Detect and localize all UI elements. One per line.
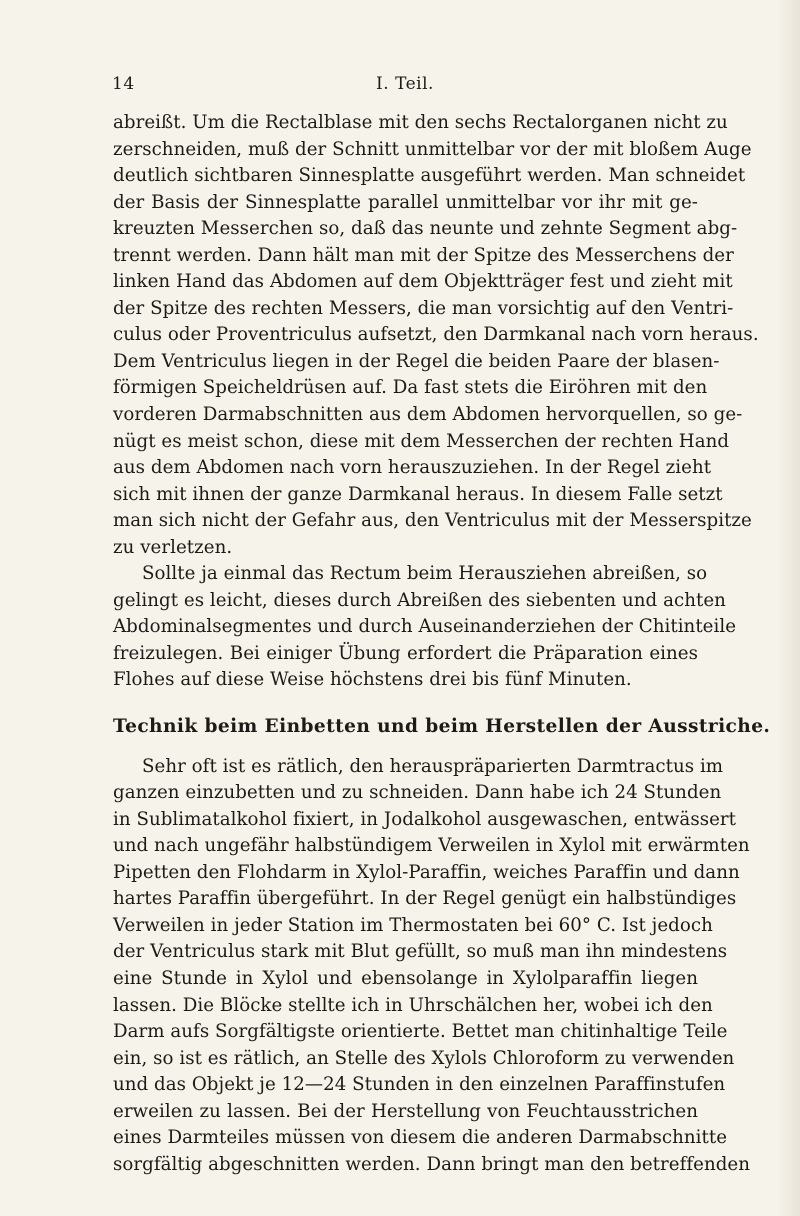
- text-line: sich mit ihnen der ganze Darmkanal heraus. In diesem Falle setzt: [113, 483, 723, 505]
- text-line: linken Hand das Abdomen auf dem Objektträger fest und zieht mit: [113, 271, 733, 293]
- page-number: 14: [112, 74, 135, 94]
- text-line: kreuzten Messerchen so, daß das neunte und zehnte Segment abg-: [113, 218, 738, 240]
- text-line: abreißt. Um die Rectalblase mit den sechs Rectalorganen nicht zu: [113, 112, 728, 133]
- text-line: der Spitze des rechten Messers, die man vorsichtig auf den Ventri-: [113, 297, 734, 319]
- text-line: aus dem Abdomen nach vorn herauszuziehen. In der Regel zieht: [113, 457, 712, 479]
- text-line: erweilen zu lassen. Bei der Herstellung von Feuchtausstrichen: [113, 1100, 698, 1122]
- text-line: Dem Ventriculus liegen in der Regel die beiden Paare der blasen-: [113, 350, 720, 372]
- text-line: ein, so ist es rätlich, an Stelle des Xylols Chloroform zu verwenden: [113, 1047, 735, 1069]
- text-line: Flohes auf diese Weise höchstens drei bis fünf Minuten.: [113, 669, 632, 691]
- text-line: gelingt es leicht, dieses durch Abreißen des siebenten und achten: [113, 589, 726, 611]
- text-line: lassen. Die Blöcke stellte ich in Uhrschälchen her, wobei ich den: [113, 994, 713, 1016]
- text-line: der Basis der Sinnesplatte parallel unmittelbar vor ihr mit ge-: [113, 191, 698, 213]
- text-line: Sollte ja einmal das Rectum beim Herausziehen abreißen, so: [142, 563, 708, 585]
- text-line: trennt werden. Dann hält man mit der Spitze des Messerchens der: [113, 244, 734, 266]
- text-line: vorderen Darmabschnitten aus dem Abdomen hervorquellen, so ge-: [113, 404, 743, 426]
- paragraph-2: [113, 561, 737, 694]
- section-heading: Technik beim Einbetten und beim Herstellen der Ausstriche.: [113, 716, 771, 738]
- text-line: zu verletzen.: [113, 536, 233, 558]
- text-line: Sehr oft ist es rätlich, den herauspräparierten Darmtractus im: [142, 755, 724, 777]
- part-label: I. Teil.: [376, 74, 434, 94]
- text-line: eine Stunde in Xylol und ebensolange in Xylolparaffin liegen: [113, 967, 698, 989]
- paragraph-3: [113, 754, 750, 1179]
- text-line: Abdominalsegmentes und durch Auseinanderziehen der Chitinteile: [113, 616, 737, 638]
- paragraph-1: [113, 110, 759, 561]
- text-line: nügt es meist schon, diese mit dem Messerchen der rechten Hand: [113, 430, 730, 452]
- text-line: hartes Paraffin übergeführt. In der Regel genügt ein halbstündiges: [113, 888, 737, 910]
- page-edge-shadow: [778, 0, 800, 1216]
- text-line: zerschneiden, muß der Schnitt unmittelbar vor der mit bloßem Auge: [113, 138, 752, 160]
- text-line: und nach ungefähr halbstündigem Verweilen in Xylol mit erwärmten: [113, 835, 750, 857]
- text-line: der Ventriculus stark mit Blut gefüllt, so muß man ihn mindestens: [113, 941, 728, 963]
- running-head: [112, 74, 698, 98]
- text-line: culus oder Proventriculus aufsetzt, den Darmkanal nach vorn heraus.: [113, 324, 759, 346]
- text-line: ganzen einzubetten und zu schneiden. Dann habe ich 24 Stunden: [113, 782, 722, 804]
- text-line: eines Darmteiles müssen von diesem die anderen Darmabschnitte: [113, 1127, 728, 1149]
- text-line: Darm aufs Sorgfältigste orientierte. Bettet man chitinhaltige Teile: [113, 1021, 728, 1043]
- body-text: [113, 110, 771, 1178]
- text-line: Pipetten den Flohdarm in Xylol-Paraffin, weiches Paraffin und dann: [113, 861, 740, 883]
- text-line: förmigen Speicheldrüsen auf. Da fast stets die Eiröhren mit den: [113, 377, 708, 399]
- text-line: Verweilen in jeder Station im Thermostaten bei 60° C. Ist jedoch: [113, 914, 713, 936]
- text-line: deutlich sichtbaren Sinnesplatte ausgeführt werden. Man schneidet: [113, 165, 746, 187]
- text-line: freizulegen. Bei einiger Übung erfordert die Präparation eines: [113, 642, 698, 664]
- text-line: in Sublimatalkohol fixiert, in Jodalkohol ausgewaschen, entwässert: [113, 808, 736, 830]
- text-line: man sich nicht der Gefahr aus, den Ventriculus mit der Messerspitze: [113, 510, 752, 532]
- text-line: und das Objekt je 12—24 Stunden in den einzelnen Paraffinstufen: [113, 1074, 726, 1096]
- text-line: sorgfältig abgeschnitten werden. Dann bringt man den betreffenden: [113, 1153, 750, 1175]
